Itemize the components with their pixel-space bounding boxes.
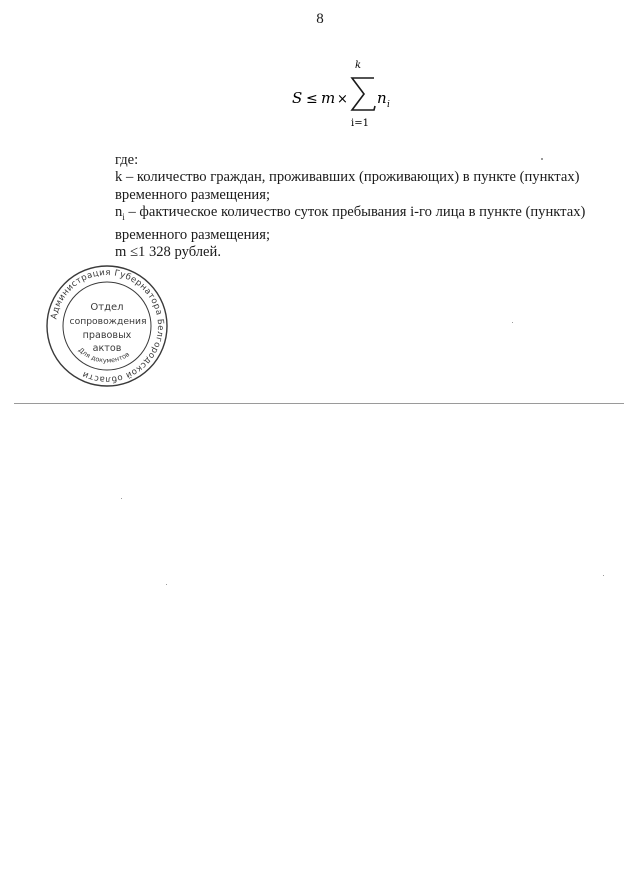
where-label: где: bbox=[115, 152, 139, 168]
stamp-line-4: актов bbox=[92, 343, 122, 354]
definitions-block bbox=[88, 152, 596, 261]
page-number: 8 bbox=[316, 11, 324, 27]
stamp-line-1: Отдел bbox=[90, 302, 124, 313]
formula-term-sub: i bbox=[387, 100, 390, 110]
scan-edge-line bbox=[14, 403, 624, 404]
stamp-line-2: сопровождения bbox=[69, 316, 147, 327]
stamp-ring-text: Администрация Губернатора Белгородской области bbox=[49, 267, 166, 385]
scan-speck bbox=[121, 498, 122, 499]
formula-relation: ≤ bbox=[306, 91, 318, 107]
stamp-bottom-text: Для документов bbox=[76, 345, 132, 365]
n-subscript: i bbox=[122, 212, 125, 223]
formula-factor: m bbox=[321, 89, 336, 107]
official-stamp bbox=[44, 263, 170, 389]
scan-speck bbox=[166, 584, 167, 585]
formula-lhs: S bbox=[292, 89, 303, 107]
scan-speck bbox=[603, 575, 604, 576]
sigma-icon bbox=[352, 78, 375, 110]
n-definition bbox=[88, 204, 596, 244]
scan-speck bbox=[512, 322, 513, 323]
scan-speck bbox=[541, 158, 543, 160]
k-definition: k – количество граждан, проживавших (проживающих) в пункте (пунктах) временного размещения; bbox=[115, 169, 580, 203]
formula-term: n bbox=[377, 89, 387, 107]
sum-formula bbox=[286, 58, 396, 130]
formula-times: × bbox=[337, 92, 348, 107]
stamp-line-3: правовых bbox=[82, 330, 132, 341]
m-definition: m ≤1 328 рублей. bbox=[115, 243, 221, 260]
sum-lower-limit: i=1 bbox=[351, 118, 369, 129]
n-symbol: n bbox=[115, 204, 123, 221]
n-definition-text: – фактическое количество суток пребывания i-го лица в пункте (пунктах) временного размещения; bbox=[115, 204, 586, 243]
sum-upper-limit: k bbox=[355, 60, 362, 71]
